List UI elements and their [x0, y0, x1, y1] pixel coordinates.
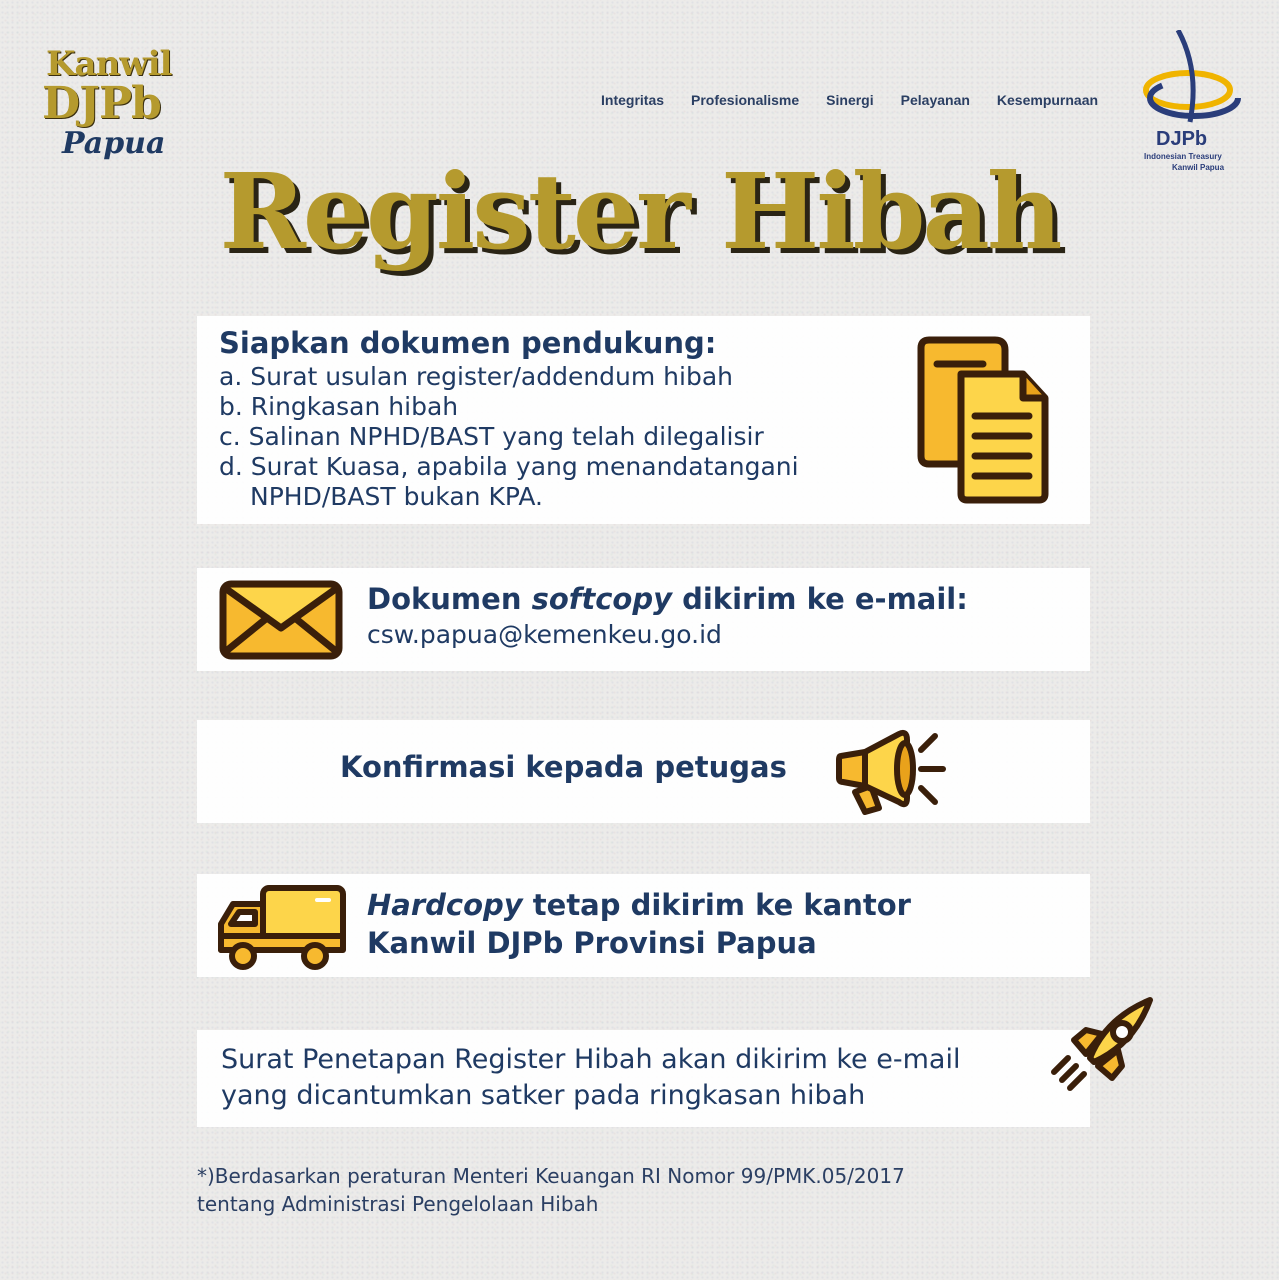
result-line-2: yang dicantumkan satker pada ringkasan hibah [221, 1080, 866, 1111]
list-item: c. Salinan NPHD/BAST yang telah dilegalisir [219, 422, 764, 451]
hardcopy-heading [367, 886, 911, 962]
nav-item-kesempurnaan: Kesempurnaan [996, 92, 1099, 108]
softcopy-heading-post: dikirim ke e-mail: [672, 582, 968, 616]
list-item: b. Ringkasan hibah [219, 392, 459, 421]
softcopy-card [197, 568, 1090, 671]
documents-list [219, 362, 799, 512]
softcopy-heading-pre: Dokumen [367, 582, 532, 616]
envelope-icon [219, 580, 343, 660]
documents-card [197, 316, 1090, 524]
confirm-card [197, 720, 1090, 823]
treasury-emblem-icon [1138, 30, 1248, 130]
logo-line-djpb: DJPb [42, 78, 161, 129]
nav-item-sinergi: Sinergi [826, 92, 874, 108]
megaphone-icon [835, 726, 951, 816]
hardcopy-line-1-post: tetap dikirim ke kantor [522, 888, 911, 922]
result-line-1: Surat Penetapan Register Hibah akan dikirim ke e-mail [221, 1044, 961, 1075]
documents-heading: Siapkan dokumen pendukung: [219, 326, 717, 360]
footnote-line-1: *)Berdasarkan peraturan Menteri Keuangan RI Nomor 99/PMK.05/2017 [197, 1164, 905, 1188]
nav-item-pelayanan: Pelayanan [900, 92, 970, 108]
softcopy-heading-em: softcopy [531, 582, 673, 616]
list-item-continuation: NPHD/BAST bukan KPA. [250, 482, 543, 511]
nav-item-profesionalisme: Profesionalisme [691, 92, 800, 108]
truck-icon [217, 884, 347, 974]
logo-line-papua: Papua [62, 126, 166, 161]
documents-icon [913, 336, 1053, 506]
kanwil-djpb-logo [40, 44, 190, 164]
footnote [197, 1162, 905, 1218]
rocket-icon [1046, 994, 1158, 1094]
result-text [221, 1042, 960, 1114]
logo-subtitle-kanwil: Kanwil Papua [1172, 163, 1225, 172]
result-card [197, 1030, 1090, 1127]
nav-item-integritas: Integritas [601, 92, 665, 108]
hardcopy-card [197, 874, 1090, 977]
confirm-text: Konfirmasi kepada petugas [340, 750, 787, 784]
hardcopy-line-1 [367, 886, 911, 924]
softcopy-heading [367, 582, 968, 616]
page-title: Register Hibah [219, 150, 1060, 273]
hardcopy-em: Hardcopy [367, 888, 523, 922]
logo-subtitle-treasury: Indonesian Treasury [1144, 152, 1222, 161]
values-nav [601, 92, 1098, 108]
email-address[interactable]: csw.papua@kemenkeu.go.id [367, 620, 722, 649]
logo-djpb-text: DJPb [1156, 128, 1208, 150]
logo-line-kanwil: Kanwil [46, 44, 172, 84]
footnote-line-2: tentang Administrasi Pengelolaan Hibah [197, 1192, 599, 1216]
hardcopy-line-2: Kanwil DJPb Provinsi Papua [367, 926, 817, 960]
list-item: a. Surat usulan register/addendum hibah [219, 362, 734, 391]
list-item: d. Surat Kuasa, apabila yang menandatangani [219, 452, 799, 481]
